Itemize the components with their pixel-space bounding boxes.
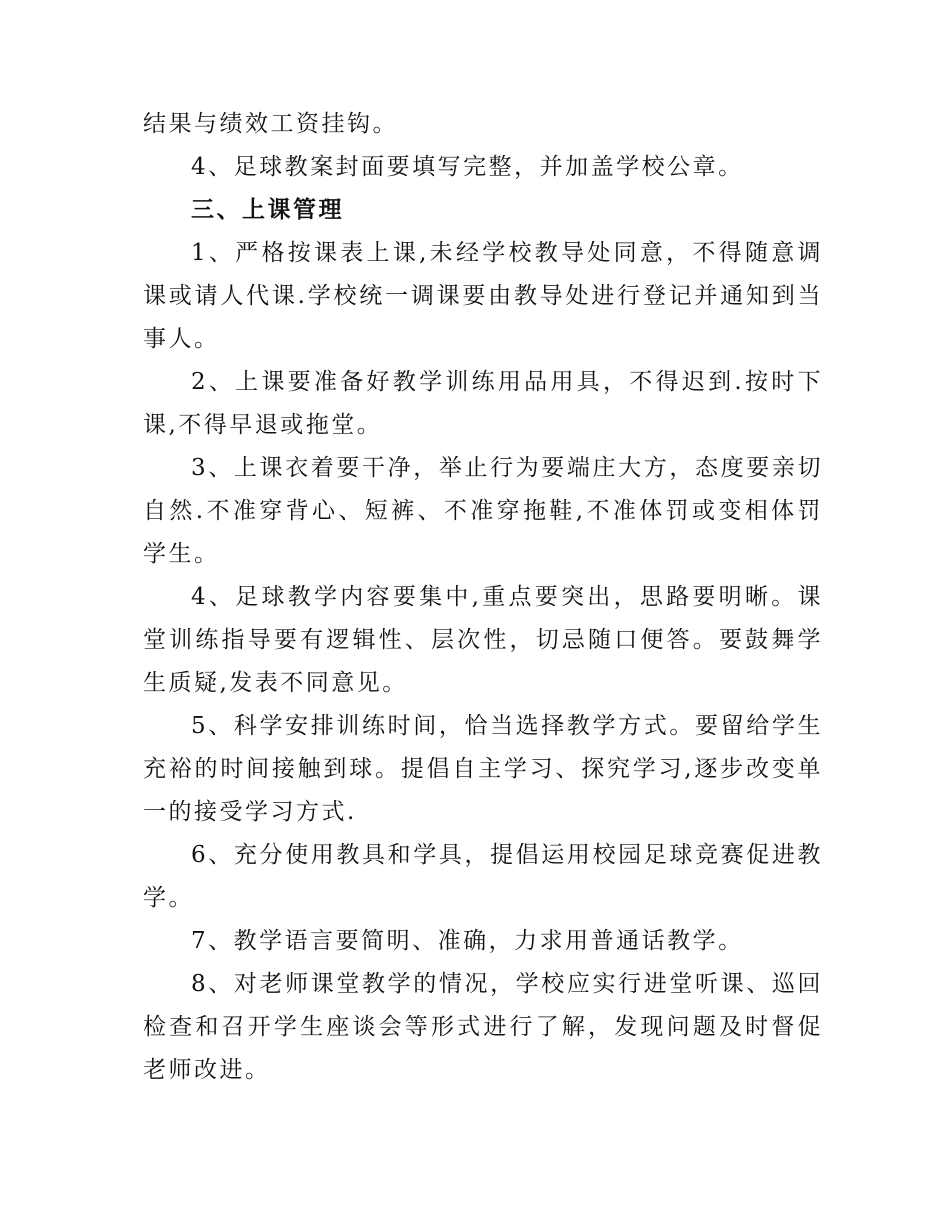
paragraph-item-6: 6、充分使用教具和学具，提倡运用校园足球竞赛促进教学。 bbox=[143, 842, 823, 911]
paragraph-item-4: 4、足球教学内容要集中,重点要突出，思路要明晰。课堂训练指导要有逻辑性、层次性，切忌随口便答。要鼓舞学生质疑,发表不同意见。 bbox=[143, 584, 823, 696]
paragraph-item-8: 8、对老师课堂教学的情况，学校应实行进堂听课、巡回检查和召开学生座谈会等形式进行了解，发现问题及时督促老师改进。 bbox=[143, 971, 823, 1083]
document-body bbox=[143, 103, 823, 1092]
paragraph-continuation: 结果与绩效工资挂钩。 bbox=[143, 111, 398, 137]
paragraph-item-4-cover: 4、足球教案封面要填写完整，并加盖学校公章。 bbox=[191, 154, 744, 180]
section-heading: 三、上课管理 bbox=[191, 197, 344, 223]
paragraph-item-1: 1、严格按课表上课,未经学校教导处同意，不得随意调课或请人代课.学校统一调课要由教导处进行登记并通知到当事人。 bbox=[143, 240, 823, 352]
paragraph-item-7: 7、教学语言要简明、准确，力求用普通话教学。 bbox=[191, 928, 744, 954]
paragraph-item-5: 5、科学安排训练时间，恰当选择教学方式。要留给学生充裕的时间接触到球。提倡自主学习、探究学习,逐步改变单一的接受学习方式. bbox=[143, 713, 823, 825]
paragraph-item-2: 2、上课要准备好教学训练用品用具，不得迟到.按时下课,不得早退或拖堂。 bbox=[143, 369, 823, 438]
paragraph-item-3: 3、上课衣着要干净，举止行为要端庄大方，态度要亲切自然.不准穿背心、短裤、不准穿拖鞋,不准体罚或变相体罚学生。 bbox=[143, 455, 823, 567]
